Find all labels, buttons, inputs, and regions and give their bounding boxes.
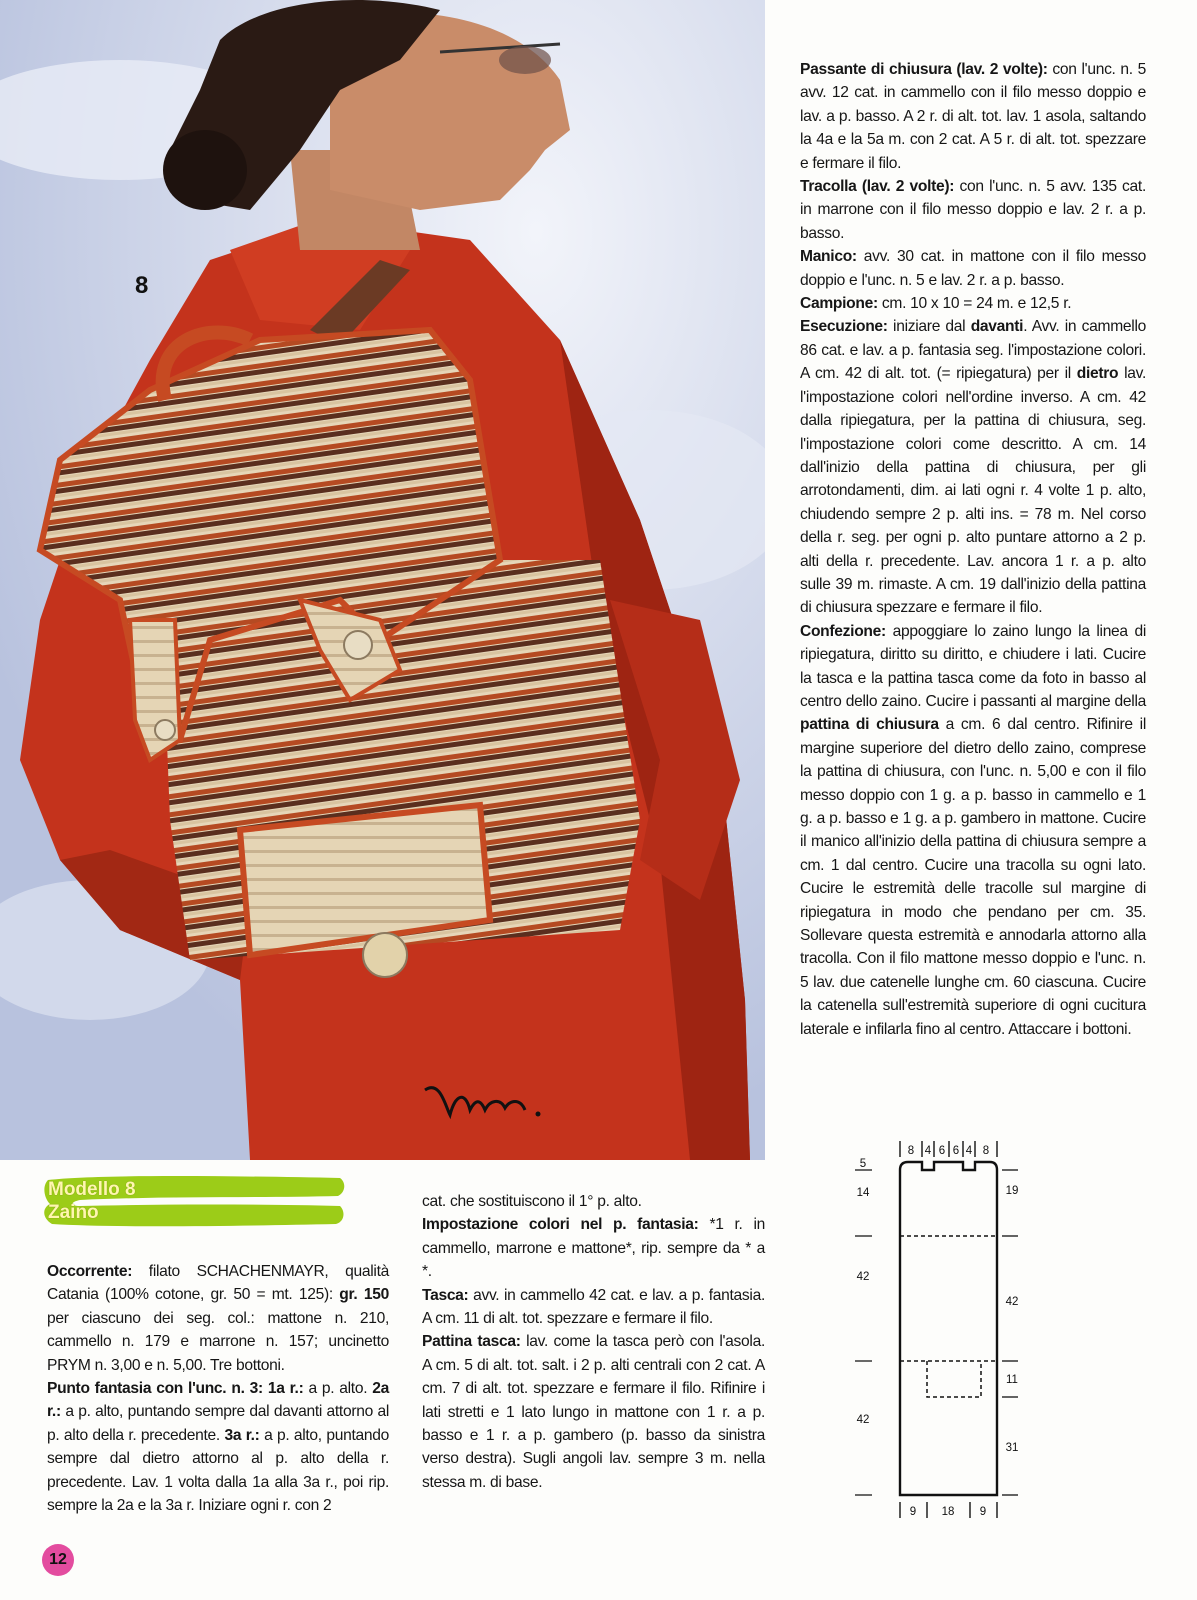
left-label: 5 <box>859 1158 867 1170</box>
paragraph-cat-continued: cat. che sostituiscono il 1° p. alto. <box>422 1193 642 1210</box>
label-impostazione: Impostazione colori nel p. fantasia: <box>422 1216 699 1234</box>
left-label: 42 <box>856 1271 870 1283</box>
paragraph-impostazione-colori <box>422 1213 765 1283</box>
text-campione: cm. 10 x 10 = 24 m. e 12,5 r. <box>877 295 1072 313</box>
right-label: 19 <box>1005 1185 1019 1197</box>
bold-davanti: davanti <box>970 318 1024 336</box>
bold-3a-r: 3a r.: <box>224 1426 260 1444</box>
text-confezione-2: a cm. 6 dal centro. Rifinire il margine superiore del dietro dello zaino, comprese la pattina di chiusura, con l'unc. n. 5,00 e con il filo messo doppio con 1 g. a p. basso in cammello e 1 g. a p. basso e 1 g. a p. gambero in mattone. Cucire il manico all'inizio della pattina di chiusura sempre a cm. 1 dal centro. Cucire una tracolla su ogni lato. Cucire le estremità delle tracolle sul margine di ripiegatura in modo che pendano per cm. 35. Sollevare questa estremità e annodarla attorno alla tracolla. Con il filo mattone messo doppio e l'unc. n. 5 lav. due catenelle lunghe cm. 60 ciascuna. Cucire la catenella sull'estremità superiore di ogni cucitura laterale e infilarla fino al centro. Attaccare i bottoni. <box>800 716 1146 1038</box>
backpack-outline <box>900 1162 997 1495</box>
page-number: 12 <box>42 1544 74 1576</box>
label-esecuzione: Esecuzione: <box>800 318 888 336</box>
text-tasca: avv. in cammello 42 cat. e lav. a p. fantasia. A cm. 11 di alt. tot. spezzare e fermare il filo. <box>422 1286 765 1328</box>
figure-number: 8 <box>135 272 149 299</box>
text-manico: avv. 30 cat. in mattone con il filo messo doppio e l'unc. n. 5 e lav. 2 r. a p. basso. <box>800 248 1146 289</box>
label-punto-fantasia: Punto fantasia con l'unc. n. 3: 1a r.: <box>47 1380 304 1398</box>
bold-pattina-chiusura: pattina di chiusura <box>800 716 939 734</box>
text-esecuzione-2: . Avv. in cammello 86 cat. e lav. a p. fantasia seg. l'impostazione colori. A cm. 42 di alt. tot. (= ripiegatura) per il <box>800 318 1146 383</box>
paragraph-manico <box>800 245 1146 292</box>
paragraph-tracolla <box>800 175 1146 245</box>
text-occorrente-2: per ciascuno dei seg. col.: mattone n. 210, cammello n. 179 e marrone n. 157; uncinetto PRYM n. 3,00 e n. 5,00. Tre bottoni. <box>47 1309 389 1374</box>
paragraph-confezione <box>800 620 1146 1041</box>
instructions-column-a <box>47 1260 389 1517</box>
paragraph-punto-fantasia <box>47 1377 389 1517</box>
model-title <box>48 1178 136 1224</box>
right-label: 31 <box>1005 1442 1019 1454</box>
photo-illustration <box>0 0 765 1160</box>
instructions-right-column <box>800 58 1146 1041</box>
left-dimension-ticks <box>855 1170 872 1495</box>
photographer-signature <box>420 1070 550 1130</box>
text-esecuzione-1: iniziare dal <box>887 318 971 336</box>
text-occorrente-1: filato SCHACHENMAYR, qualità Catania (100% cotone, gr. 50 = mt. 125): <box>47 1263 389 1304</box>
paragraph-passante <box>800 58 1146 175</box>
pocket-outline <box>900 1361 997 1397</box>
bottom-label: 18 <box>941 1506 955 1518</box>
top-label: 4 <box>965 1145 973 1157</box>
right-label: 42 <box>1005 1296 1019 1308</box>
text-punto-3: a p. alto, puntando sempre dal dietro attorno al p. alto della r. precedente. Lav. 1 volta dalla 1a alla 3a r., poi rip. sempre la 2a e la 3a r. Iniziare ogni r. con 2 <box>47 1426 389 1515</box>
left-label: 14 <box>856 1187 870 1199</box>
instructions-column-b <box>422 1190 765 1494</box>
text-esecuzione-3: lav. l'impostazione colori nell'ordine inverso. A cm. 42 dalla ripiegatura, per la pattina di chiusura, seg. l'impostazione colori come descritto. A cm. 14 dall'inizio della pattina di chiusura, per gli arrotondamenti, dim. ai lati ogni r. 4 volte 1 p. alto, chiudendo sempre 2 p. alti ins. = 78 m. Nel corso della r. seg. per ogni p. alto puntare attorno a 2 p. alti della r. precedente. Lav. ancora 1 r. a p. alto sulle 39 m. rimaste. A cm. 19 dall'inizio della pattina di chiusura spezzare e fermare il filo. <box>800 365 1146 617</box>
top-label: 8 <box>907 1145 915 1157</box>
bottom-label: 9 <box>909 1506 917 1518</box>
top-label: 8 <box>982 1145 990 1157</box>
paragraph-occorrente <box>47 1260 389 1377</box>
text-tracolla: con l'unc. n. 5 avv. 135 cat. in marrone con il filo messo doppio e lav. 2 r. a p. basso. <box>800 178 1146 242</box>
label-occorrente: Occorrente: <box>47 1263 133 1280</box>
top-label: 6 <box>938 1145 946 1157</box>
backpack-schematic <box>850 1140 1060 1530</box>
label-manico: Manico: <box>800 248 857 266</box>
label-confezione: Confezione: <box>800 622 886 640</box>
backpack-photo <box>0 0 765 1160</box>
bold-dietro: dietro <box>1076 365 1119 383</box>
top-label: 6 <box>952 1145 960 1157</box>
label-passante: Passante di chiusura (lav. 2 volte): <box>800 61 1048 78</box>
text-pattina-tasca: lav. come la tasca però con l'asola. A cm. 5 di alt. tot. salt. i 2 p. alti centrali con 2 cat. A cm. 7 di alt. tot. spezzare e fermare il filo. Rifinire i lati stretti e 1 lato lungo in mattone con 1 r. a p. basso e 1 r. a p. gambero (p. basso da sinistra verso destra). Sugli angoli lav. sempre 3 m. nella stessa m. di base. <box>422 1333 765 1491</box>
text-passante: con l'unc. n. 5 avv. 12 cat. in cammello con il filo messo doppio e lav. a p. basso. A 2 r. di alt. tot. lav. 1 asola, saltando la 4a e la 5a m. con 2 cat. A 5 r. di alt. tot. spezzare e fermare il filo. <box>800 61 1146 172</box>
label-tasca: Tasca: <box>422 1286 469 1304</box>
paragraph-campione <box>800 292 1146 315</box>
paragraph-esecuzione <box>800 315 1146 619</box>
bottom-label: 9 <box>979 1506 987 1518</box>
left-label: 42 <box>856 1414 870 1426</box>
text-punto-2: a p. alto, puntando sempre dal davanti attorno al p. alto della r. precedente. <box>47 1403 389 1444</box>
label-tracolla: Tracolla (lav. 2 volte): <box>800 178 955 196</box>
label-campione: Campione: <box>800 295 878 313</box>
paragraph-tasca <box>422 1284 765 1331</box>
bold-2a-r: 2a r.: <box>47 1380 389 1421</box>
text-punto-1: a p. alto. <box>303 1380 373 1398</box>
model-number: Modello 8 <box>48 1179 136 1200</box>
top-label: 4 <box>924 1145 932 1157</box>
text-impostazione: *1 r. in cammello, marrone e mattone*, rip. sempre da * a *. <box>422 1216 765 1281</box>
model-name: Zaino <box>48 1202 99 1223</box>
bold-gr150: gr. 150 <box>339 1286 389 1304</box>
right-label: 11 <box>1006 1374 1018 1386</box>
label-pattina-tasca: Pattina tasca: <box>422 1333 521 1351</box>
text-confezione-1: appoggiare lo zaino lungo la linea di ripiegatura, diritto su diritto, e chiudere i lati. Cucire la tasca e la pattina tasca come da foto in basso al centro dello zaino. Cucire i passanti al margine della <box>800 622 1146 710</box>
paragraph-pattina-tasca <box>422 1330 765 1494</box>
